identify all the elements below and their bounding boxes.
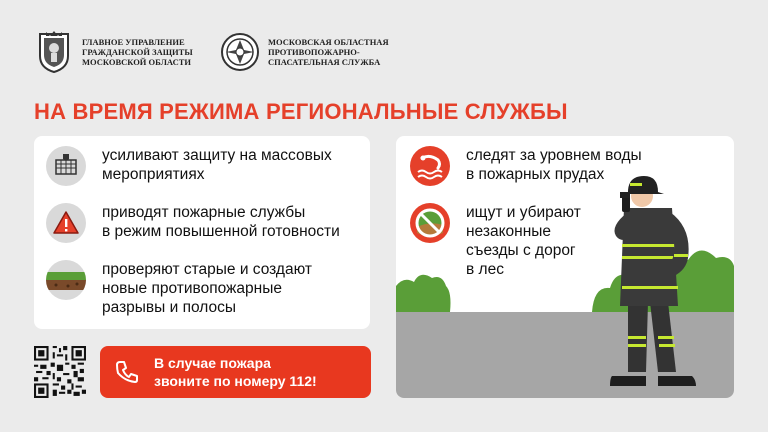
item-text: в режим повышенной готовности (102, 223, 340, 240)
item-text: следят за уровнем воды (466, 147, 642, 164)
list-item (46, 203, 340, 243)
phone-icon (114, 359, 140, 385)
item-text: приводят пожарные службы (102, 204, 306, 221)
list-item (410, 146, 642, 186)
org-line: ПРОТИВОПОЖАРНО- (268, 47, 360, 57)
item-text: незаконные (466, 223, 552, 240)
qr-code[interactable] (34, 346, 86, 398)
org-line: ГРАЖДАНСКОЙ ЗАЩИТЫ (82, 47, 193, 57)
item-text: в лес (466, 261, 504, 278)
org-line: ГЛАВНОЕ УПРАВЛЕНИЕ (82, 37, 185, 47)
call-112-banner[interactable] (100, 346, 371, 398)
coat-of-arms-icon (34, 30, 74, 74)
barrier-icon (46, 146, 86, 186)
water-pond-icon (410, 146, 450, 186)
list-item (410, 203, 581, 279)
org-line: СПАСАТЕЛЬНАЯ СЛУЖБА (268, 57, 381, 67)
item-text: новые противопожарные (102, 280, 282, 297)
item-text: усиливают защиту на массовых (102, 147, 332, 164)
page-title: НА ВРЕМЯ РЕЖИМА РЕГИОНАЛЬНЫЕ СЛУЖБЫ (34, 99, 568, 124)
item-text: ищут и убирают (466, 204, 581, 221)
item-text: проверяют старые и создают (102, 261, 312, 278)
logo-mopss (220, 30, 389, 74)
item-text: в пожарных прудах (466, 166, 605, 183)
cta-line: звоните по номеру 112! (154, 373, 317, 389)
item-text: разрывы и полосы (102, 299, 236, 316)
cta-line: В случае пожара (154, 355, 271, 371)
fire-service-emblem-icon (220, 30, 260, 74)
list-item (46, 260, 312, 317)
no-road-icon (410, 203, 450, 243)
list-item (46, 146, 332, 186)
soil-strip-icon (46, 260, 86, 300)
warning-icon (46, 203, 86, 243)
logo-gu-gz (34, 30, 193, 74)
measures-card-left (34, 136, 370, 329)
org-line: МОСКОВСКАЯ ОБЛАСТНАЯ (268, 37, 389, 47)
measures-card-right (396, 136, 734, 398)
item-text: мероприятиях (102, 166, 205, 183)
item-text: съезды с дорог (466, 242, 576, 259)
org-line: МОСКОВСКОЙ ОБЛАСТИ (82, 57, 192, 67)
